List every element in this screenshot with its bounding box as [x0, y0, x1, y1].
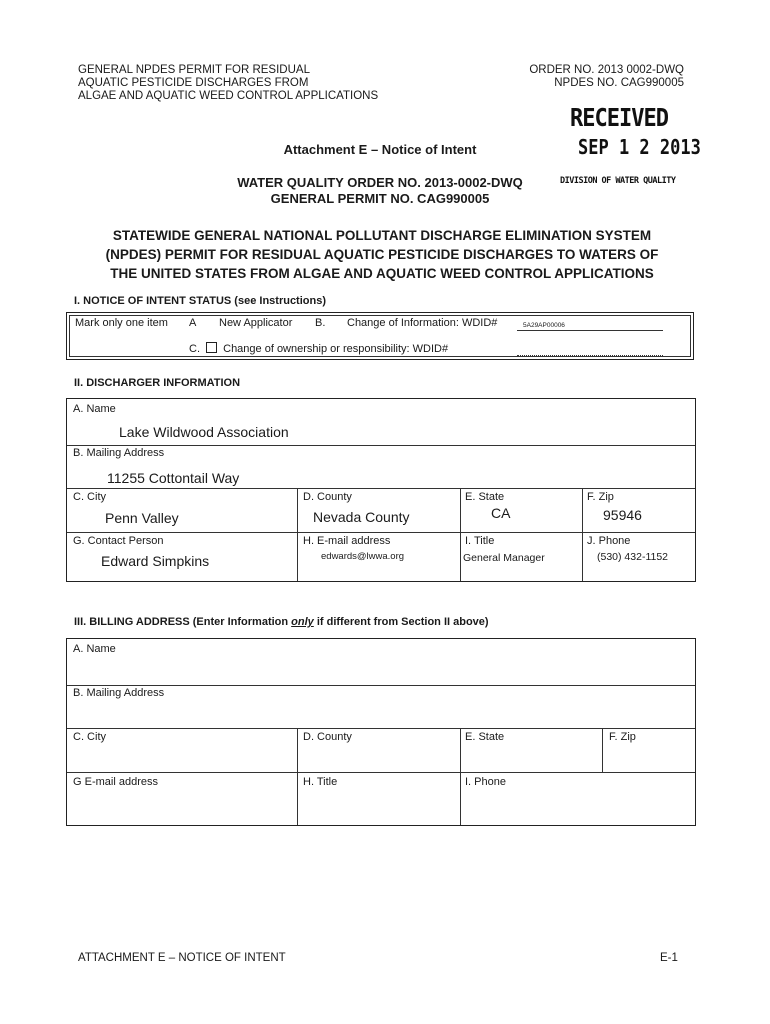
row-divider [67, 772, 695, 773]
section-3-heading-pre: III. BILLING ADDRESS (Enter Information [74, 616, 292, 628]
billing-title-label: H. Title [303, 776, 338, 788]
option-c-label: Change of ownership or responsibility: WDID# [223, 343, 449, 355]
order-title-line: WATER QUALITY ORDER NO. 2013-0002-DWQ [237, 175, 523, 190]
county-label: D. County [303, 491, 352, 503]
col-divider [602, 728, 603, 772]
section-1-heading: I. NOTICE OF INTENT STATUS (see Instructions) [74, 295, 326, 307]
row-divider [67, 445, 695, 446]
email-label: H. E-mail address [303, 535, 391, 547]
received-stamp-date: SEP 1 2 2013 [578, 136, 701, 160]
attachment-title: Attachment E – Notice of Intent [283, 142, 477, 157]
received-stamp: RECEIVED [570, 104, 668, 133]
col-divider [582, 488, 583, 581]
section-3-heading-post: if different from Section II above) [313, 616, 489, 628]
option-c-checkbox[interactable] [206, 342, 217, 353]
billing-phone-label: I. Phone [465, 776, 506, 788]
col-divider [460, 488, 461, 581]
option-c-change-of-ownership[interactable] [189, 342, 448, 355]
contact-person-field[interactable]: Edward Simpkins [101, 553, 210, 569]
permit-header-left [78, 64, 438, 103]
phone-field[interactable]: (530) 432-1152 [597, 551, 669, 563]
state-label: E. State [465, 491, 505, 503]
order-title [150, 175, 610, 207]
option-a-new-applicator[interactable]: New Applicator [219, 317, 293, 329]
mark-only-label: Mark only one item [75, 317, 168, 329]
permit-header-right [470, 64, 684, 90]
option-c-letter: C. [189, 343, 200, 355]
discharger-info-box [66, 398, 696, 582]
option-b-letter: B. [315, 317, 326, 329]
row-divider [67, 488, 695, 489]
billing-zip-label: F. Zip [609, 731, 636, 743]
option-a-letter: A [189, 317, 197, 329]
order-number: ORDER NO. 2013 0002-DWQ [529, 64, 684, 76]
title-field[interactable]: General Manager [463, 552, 545, 564]
billing-title-field[interactable] [303, 791, 453, 819]
county-field[interactable]: Nevada County [313, 509, 410, 525]
city-label: C. City [73, 491, 106, 503]
zip-label: F. Zip [587, 491, 614, 503]
section-2-heading: II. DISCHARGER INFORMATION [74, 377, 241, 389]
received-stamp-division: DIVISION OF WATER QUALITY [560, 176, 676, 186]
page-number: E-1 [660, 952, 678, 964]
order-title-line: GENERAL PERMIT NO. CAG990005 [270, 191, 490, 206]
name-label: A. Name [73, 403, 116, 415]
billing-email-field[interactable] [73, 791, 291, 819]
title-label: I. Title [465, 535, 495, 547]
billing-address-box [66, 638, 696, 826]
billing-name-label: A. Name [73, 643, 116, 655]
name-field[interactable]: Lake Wildwood Association [119, 424, 289, 440]
option-b-wdid-field[interactable] [517, 317, 663, 331]
billing-mailing-field[interactable] [187, 699, 667, 723]
billing-mailing-label: B. Mailing Address [73, 687, 165, 699]
billing-zip-field[interactable] [609, 747, 689, 769]
permit-main-title [70, 226, 694, 283]
billing-phone-field[interactable] [465, 791, 685, 819]
billing-name-field[interactable] [147, 657, 667, 681]
mailing-address-field[interactable]: 11255 Cottontail Way [107, 470, 240, 486]
header-line: ALGAE AND AQUATIC WEED CONTROL APPLICATIONS [78, 90, 379, 102]
zip-field[interactable]: 95946 [603, 507, 642, 523]
billing-state-label: E. State [465, 731, 505, 743]
section-3-heading-emphasis: only [291, 616, 314, 628]
mailing-address-label: B. Mailing Address [73, 447, 165, 459]
col-divider [297, 488, 298, 581]
city-field[interactable]: Penn Valley [105, 510, 179, 526]
option-b-change-of-information[interactable]: Change of Information: WDID# [347, 317, 498, 329]
billing-county-field[interactable] [303, 747, 453, 769]
footer-title: ATTACHMENT E – NOTICE OF INTENT [78, 952, 286, 964]
npdes-number: NPDES NO. CAG990005 [554, 77, 684, 89]
contact-person-label: G. Contact Person [73, 535, 164, 547]
header-line: AQUATIC PESTICIDE DISCHARGES FROM [78, 77, 309, 89]
row-divider [67, 728, 695, 729]
billing-state-field[interactable] [465, 747, 595, 769]
col-divider [297, 728, 298, 825]
section-1-box [66, 312, 694, 360]
phone-label: J. Phone [587, 535, 631, 547]
section-3-heading [74, 616, 489, 628]
main-title-line: STATEWIDE GENERAL NATIONAL POLLUTANT DISCHARGE ELIMINATION SYSTEM [112, 228, 652, 243]
col-divider [460, 728, 461, 825]
state-field[interactable]: CA [491, 505, 511, 521]
row-divider [67, 685, 695, 686]
header-line: GENERAL NPDES PERMIT FOR RESIDUAL [78, 64, 310, 76]
main-title-line: (NPDES) PERMIT FOR RESIDUAL AQUATIC PESTICIDE DISCHARGES TO WATERS OF [105, 247, 659, 262]
option-b-wdid-value: 5A29AP00006 [523, 322, 565, 329]
row-divider [67, 532, 695, 533]
billing-city-field[interactable] [73, 747, 291, 769]
billing-email-label: G E-mail address [73, 776, 158, 788]
billing-county-label: D. County [303, 731, 352, 743]
option-c-wdid-field[interactable] [517, 343, 663, 356]
billing-city-label: C. City [73, 731, 106, 743]
email-field[interactable]: edwards@lwwa.org [321, 551, 405, 562]
main-title-line: THE UNITED STATES FROM ALGAE AND AQUATIC WEED CONTROL APPLICATIONS [110, 266, 654, 281]
